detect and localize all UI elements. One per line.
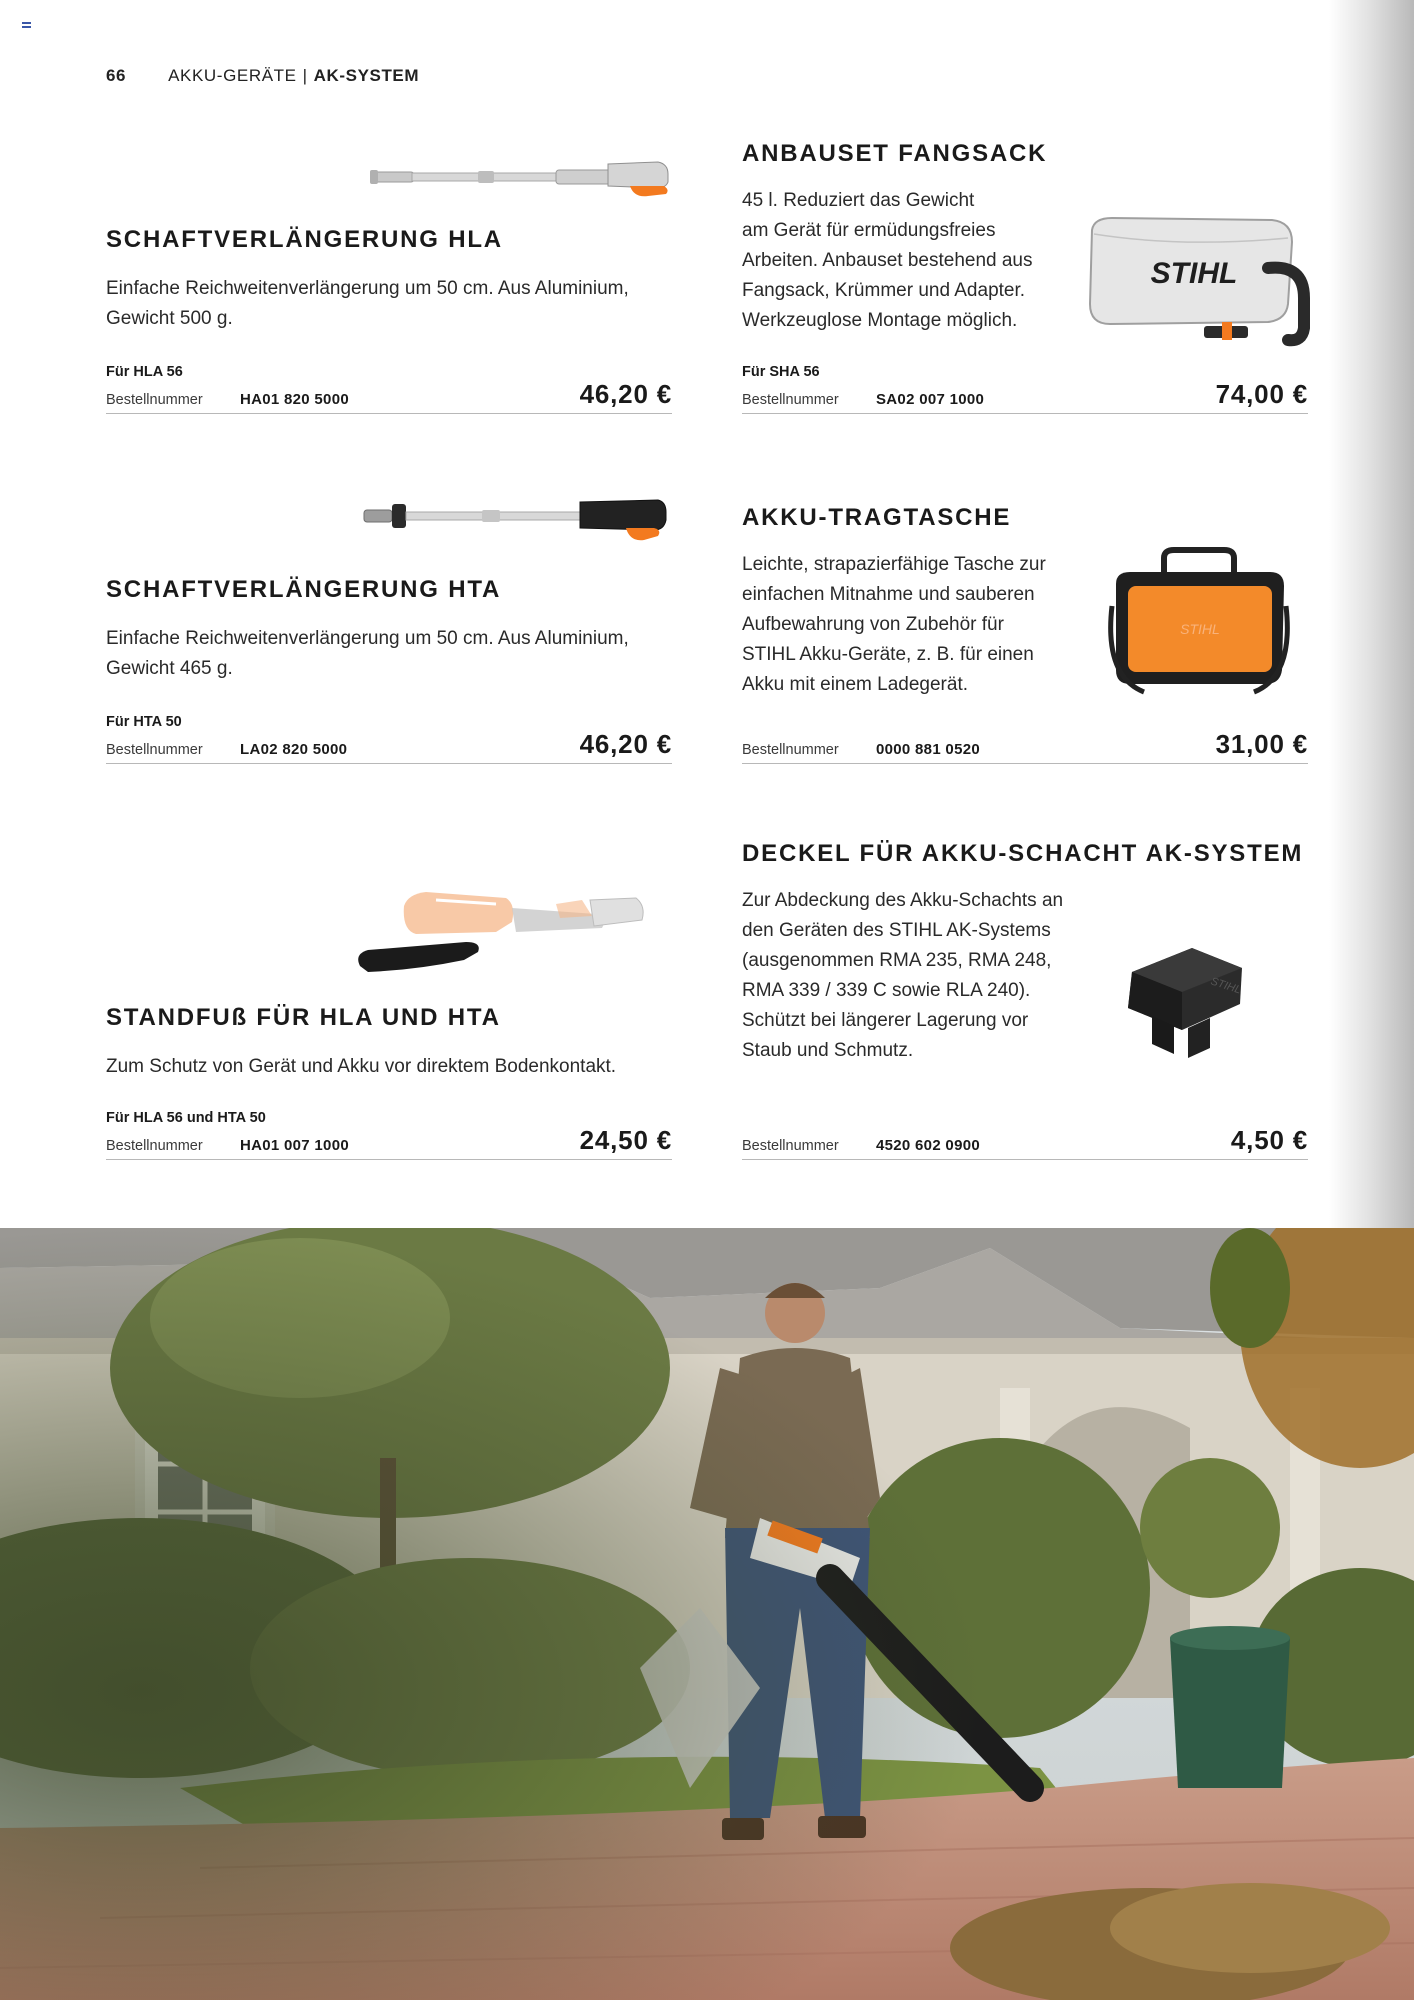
product-compatible-with: Für SHA 56 [742,364,820,380]
hta-extension-shaft-image [362,490,672,550]
order-number: LA02 820 5000 [240,741,348,758]
order-number-label: Bestellnummer [742,392,839,408]
lifestyle-photo [0,1228,1414,2000]
hla-extension-shaft-image [368,146,678,206]
product-anbauset-fangsack [742,140,1308,415]
product-compatible-with: Für HLA 56 und HTA 50 [106,1110,266,1126]
order-number: HA01 007 1000 [240,1137,349,1154]
page-edge-shadow [1329,0,1414,1228]
order-number: 4520 602 0900 [876,1137,980,1154]
section-separator: | [302,66,308,85]
section-name: AKKU-GERÄTE [168,66,297,85]
product-description: Einfache Reichweitenverlängerung um 50 cm. Aus Aluminium, Gewicht 465 g. [106,628,629,679]
product-description: Leichte, strapazierfähige Tasche zur einfachen Mitnahme und sauberen Aufbewahrung von Zubehör für STIHL Akku-Geräte, z. B. für einen Akku mit einem Ladegerät. [742,554,1046,695]
product-description: Zum Schutz von Gerät und Akku vor direktem Bodenkontakt. [106,1056,617,1077]
order-row [742,729,1308,764]
order-number-label: Bestellnummer [742,1138,839,1154]
order-number-label: Bestellnummer [106,1138,203,1154]
order-row [106,729,672,764]
order-row [742,379,1308,414]
svg-text:STIHL: STIHL [1209,975,1243,997]
running-head [106,66,419,86]
product-deckel-akku-schacht [742,840,1308,1160]
order-number: HA01 820 5000 [240,391,349,408]
product-akku-tragtasche [742,490,1308,765]
product-title: ANBAUSET FANGSACK [742,140,1048,167]
product-schaftverlaengerung-hla [106,140,672,415]
product-description: 45 l. Reduziert das Gewicht am Gerät für ermüdungsfreies Arbeiten. Anbauset bestehend aus Fangsack, Krümmer und Adapter. Werkzeuglose Montage möglich. [742,190,1033,331]
price: 46,20 € [579,729,672,759]
price: 74,00 € [1215,379,1308,409]
svg-text:STIHL: STIHL [1180,621,1220,637]
price: 4,50 € [1230,1125,1308,1155]
product-description: Zur Abdeckung des Akku-Schachts an den Geräten des STIHL AK-Systems (ausgenommen RMA 235, RMA 248, RMA 339 / 339 C sowie RLA 240). Schützt bei längerer Lagerung vor Staub und Schmutz. [742,890,1064,1061]
subsection-name: AK-SYSTEM [313,66,420,85]
product-title: AKKU-TRAGTASCHE [742,504,1012,531]
stand-foot-image [346,870,676,980]
stihl-logo: STIHL [1150,257,1238,290]
collection-bag-image [1082,208,1312,348]
carrying-bag-image [1104,546,1294,706]
order-number: 0000 881 0520 [876,741,980,758]
product-title: SCHAFTVERLÄNGERUNG HLA [106,226,503,253]
product-description: Einfache Reichweitenverlängerung um 50 cm. Aus Aluminium, Gewicht 500 g. [106,278,629,329]
product-title: SCHAFTVERLÄNGERUNG HTA [106,576,502,603]
product-title: DECKEL FÜR AKKU-SCHACHT AK-SYSTEM [742,840,1304,867]
order-number-label: Bestellnummer [742,742,839,758]
price: 46,20 € [579,379,672,409]
order-row [106,1125,672,1160]
order-number-label: Bestellnummer [106,392,203,408]
order-number: SA02 007 1000 [876,391,985,408]
product-title: STANDFUß FÜR HLA UND HTA [106,1004,501,1031]
order-row [742,1125,1308,1160]
battery-slot-cover-image [1112,944,1252,1069]
product-compatible-with: Für HLA 56 [106,364,183,380]
product-schaftverlaengerung-hta [106,490,672,765]
price: 24,50 € [579,1125,672,1155]
page-number: 66 [106,66,127,85]
order-number-label: Bestellnummer [106,742,203,758]
order-row [106,379,672,414]
product-standfuss [106,840,672,1160]
product-compatible-with: Für HTA 50 [106,714,182,730]
price: 31,00 € [1215,729,1308,759]
menu-icon[interactable] [22,22,31,28]
garden-scene-illustration [0,1228,1414,2000]
